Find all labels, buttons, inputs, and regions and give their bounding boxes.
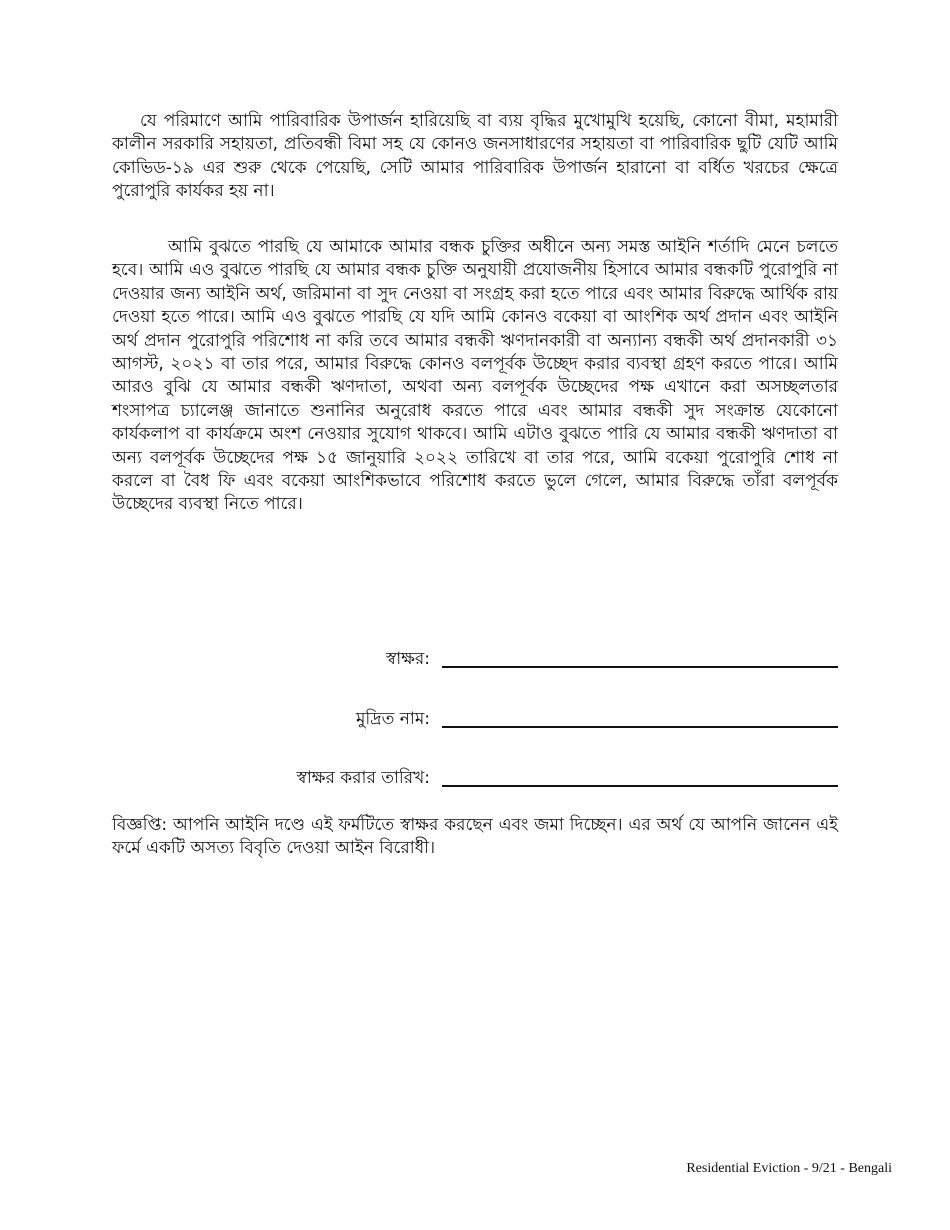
date-label: স্বাক্ষর করার তারিখ: <box>296 768 430 788</box>
page-footer: Residential Eviction - 9/21 - Bengali <box>686 1161 892 1176</box>
legal-notice: বিজ্ঞপ্তি: আপনি আইনি দণ্ডে এই ফর্মটিতে স্বাক্ষর করছেন এবং জমা দিচ্ছেন। এর অর্থ যে আপনি জানেন এই ফর্মে একটি অসত্য বিবৃতি দেওয়া আইন বিরোধী। <box>112 815 838 859</box>
printed-name-row <box>356 700 838 730</box>
printed-name-label: মুদ্রিত নাম: <box>355 709 430 729</box>
date-line[interactable] <box>442 784 838 787</box>
signature-line[interactable] <box>442 665 838 668</box>
income-loss-paragraph: যে পরিমাণে আমি পারিবারিক উপার্জন হারিয়েছি বা ব্যয় বৃদ্ধির মুখোমুখি হয়েছি, কোনো বীমা, মহামারী কালীন সরকারি সহায়তা, প্রতিবন্ধী বিমা সহ যে কোনও জনসাধারণের সহায়তা বা পারিবারিক ছুটি যেটি আমি কোভিড-১৯ এর শুরু থেকে পেয়েছি, সেটি আমার পারিবারিক উপার্জন হারানো বা বর্ধিত খরচের ক্ষেত্রে পুরোপুরি কার্যকর হয় না। <box>112 111 838 202</box>
signature-row <box>386 640 838 670</box>
mortgage-obligations-paragraph: আমি বুঝতে পারছি যে আমাকে আমার বন্ধক চুক্তির অধীনে অন্য সমস্ত আইনি শর্তাদি মেনে চলতে হবে। আমি এও বুঝতে পারছি যে আমার বন্ধক চুক্তি অনুযায়ী প্রযোজনীয় হিসাবে আমার বন্ধকটি পুরোপুরি না দেওয়ার জন্য আইনি অর্থ, জরিমানা বা সুদ নেওয়া বা সংগ্রহ করা হতে পারে এবং আমার বিরুদ্ধে আর্থিক রায় দেওয়া হতে পারে। আমি এও বুঝতে পারছি যে যদি আমি কোনও বকেয়া বা আংশিক অর্থ প্রদান এবং আইনি অর্থ প্রদান পুরোপুরি পরিশোধ না করি তবে আমার বন্ধকী ঋণদানকারী বা অন্যান্য বন্ধকী অর্থ প্রদানকারী ৩১ আগস্ট, ২০২১ বা তার পরে, আমার বিরুদ্ধে কোনও বলপূর্বক উচ্ছেদ করার ব্যবস্থা গ্রহণ করতে পারে। আমি আরও বুঝি যে আমার বন্ধকী ঋণদাতা, অথবা অন্য বলপূর্বক উচ্ছেদের পক্ষ এখানে করা অসচ্ছলতার শংসাপত্র চ্যালেঞ্জ জানাতে শুনানির অনুরোধ করতে পারে এবং আমার বন্ধকী সুদ সংক্রান্ত যেকোনো কার্যকলাপ বা কার্যক্রমে অংশ নেওয়ার সুযোগ থাকবে। আমি এটাও বুঝতে পারি যে আমার বন্ধকী ঋণদাতা বা অন্য বলপূর্বক উচ্ছেদের পক্ষ ১৫ জানুয়ারি ২০২২ তারিখে বা তার পরে, আমি বকেয়া পুরোপুরি শোধ না করলে বা বৈধ ফি এবং বকেয়া আংশিকভাবে পরিশোধ করতে ভুলে গেলে, আমার বিরুদ্ধে তাঁরা বলপূর্বক উচ্ছেদের ব্যবস্থা নিতে পারে। <box>112 237 838 515</box>
printed-name-line[interactable] <box>442 725 838 728</box>
date-row <box>296 759 838 789</box>
signature-label: স্বাক্ষর: <box>385 649 430 669</box>
